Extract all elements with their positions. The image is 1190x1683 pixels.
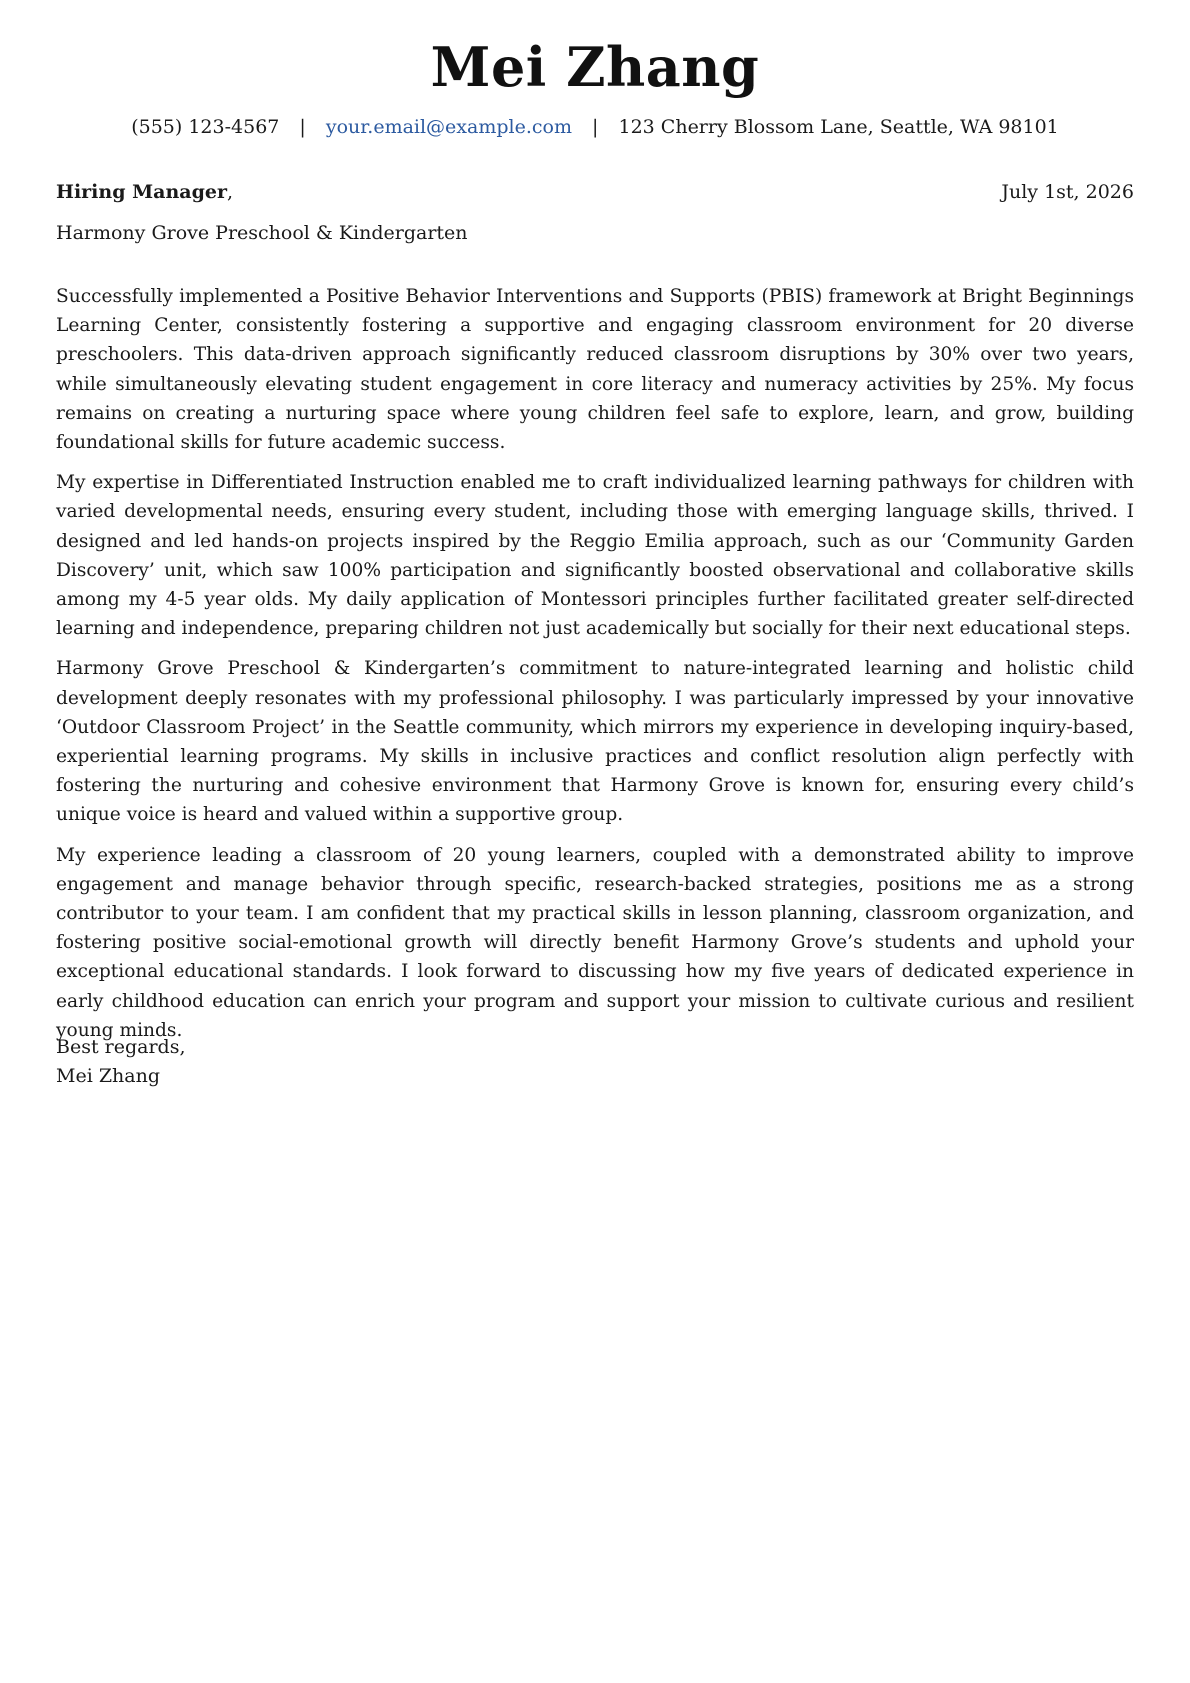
closing-block (56, 1033, 185, 1091)
contact-separator: | (299, 116, 306, 138)
letter-body (56, 282, 1134, 1056)
applicant-name: Mei Zhang (430, 35, 760, 99)
contact-separator: | (592, 116, 599, 138)
paragraph: Harmony Grove Preschool & Kindergarten’s commitment to nature-integrated learning and holistic child development deeply resonates with my professional philosophy. I was particularly impressed by your innovative ‘Outdoor Classroom Project’ in the Seattle community, which mirrors my experience in developing inquiry-based, experiential learning programs. My skills in inclusive practices and conflict resolution align perfectly with fostering the nurturing and cohesive environment that Harmony Grove is known for, ensuring every child’s unique voice is heard and valued within a supportive group. (56, 658, 1134, 826)
paragraph: My experience leading a classroom of 20 young learners, coupled with a demonstrated ability to improve engagement and manage behavior through specific, research-backed strategies, positions me as a strong contributor to your team. I am confident that my practical skills in lesson planning, classroom organization, and fostering positive social-emotional growth will directly benefit Harmony Grove’s students and uphold your exceptional educational standards. I look forward to discussing how my five years of dedicated experience in early childhood education can enrich your program and support your mission to cultivate curious and resilient young minds. (56, 844, 1134, 1041)
recipient-name: Hiring Manager (56, 181, 227, 203)
paragraph: My expertise in Differentiated Instruction enabled me to craft individualized learning pathways for children with varied developmental needs, ensuring every student, including those with emerging language skills, thrived. I designed and led hands-on projects inspired by the Reggio Emilia approach, such as our ‘Community Garden Discovery’ unit, which saw 100% participation and significantly boosted observational and collaborative skills among my 4-5 year olds. My daily application of Montessori principles further facilitated greater self-directed learning and independence, preparing children not just academically but socially for their next educational steps. (56, 472, 1134, 640)
contact-line (0, 116, 1190, 139)
email-link[interactable]: your.email@example.com (325, 116, 572, 138)
phone-number: (555) 123-4567 (131, 116, 280, 138)
address: 123 Cherry Blossom Lane, Seattle, WA 98101 (618, 116, 1059, 138)
closing-phrase: Best regards, (56, 1036, 186, 1058)
recipient-row (56, 181, 1134, 204)
company-name: Harmony Grove Preschool & Kindergarten (56, 222, 468, 244)
signature-name: Mei Zhang (56, 1065, 160, 1087)
recipient-comma: , (226, 181, 234, 203)
letter-date: July 1st, 2026 (1001, 181, 1134, 203)
paragraph: Successfully implemented a Positive Behavior Interventions and Supports (PBIS) framework at Bright Beginnings Learning Center, consistently fostering a supportive and engaging classroom environment for 20 diverse preschoolers. This data-driven approach significantly reduced classroom disruptions by 30% over two years, while simultaneously elevating student engagement in core literacy and numeracy activities by 25%. My focus remains on creating a nurturing space where young children feel safe to explore, learn, and grow, building foundational skills for future academic success. (56, 286, 1134, 454)
